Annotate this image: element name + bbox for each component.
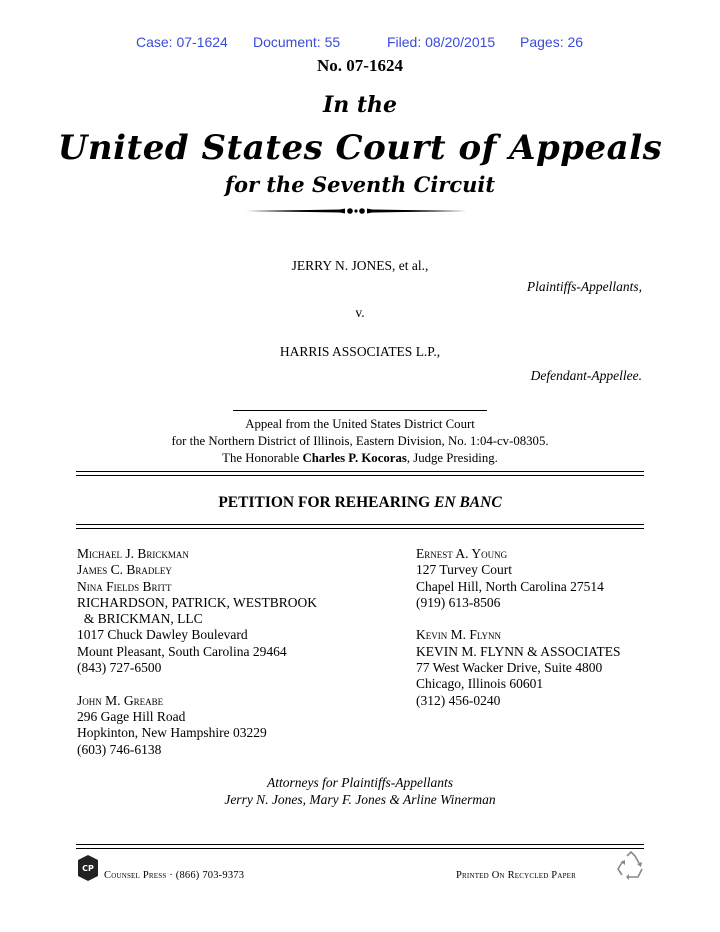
firm-name: KEVIN M. FLYNN & ASSOCIATES (416, 643, 621, 659)
firm-name: RICHARDSON, PATRICK, WESTBROOK (77, 594, 318, 610)
judge-name: Charles P. Kocoras (302, 451, 407, 465)
petition-title-text: PETITION FOR REHEARING (218, 494, 435, 511)
plaintiff-name: JERRY N. JONES, et al., (291, 258, 429, 273)
header-pages: Pages: 26 (520, 34, 584, 50)
address-line: 296 Gage Hill Road (77, 708, 186, 724)
attorney-name: James C. Bradley (77, 562, 172, 578)
petition-title (0, 494, 720, 512)
appeal-line-2: for the Northern District of Illinois, Eastern Division, No. 1:04-cv-08305. (171, 434, 549, 448)
double-rule-top-1 (76, 471, 644, 472)
court-circuit: for the Seventh Circuit (224, 172, 496, 197)
court-name: United States Court of Appeals (57, 128, 663, 168)
filing-header (0, 34, 720, 52)
address-line: Hopkinton, New Hampshire 03229 (77, 725, 267, 741)
header-document: Document: 55 (253, 34, 341, 50)
address-line: Chapel Hill, North Carolina 27514 (416, 578, 604, 594)
versus: v. (355, 305, 365, 320)
spacer (416, 611, 621, 627)
logo-text: CP (82, 864, 94, 873)
address-line: 1017 Chuck Dawley Boulevard (77, 627, 248, 643)
appeal-line-3 (0, 451, 720, 466)
address-line: Chicago, Illinois 60601 (416, 676, 544, 692)
attorney-name: Ernest A. Young (416, 546, 508, 561)
attorneys-for-line-2: Jerry N. Jones, Mary F. Jones & Arline Winerman (224, 792, 496, 807)
address-line: Mount Pleasant, South Carolina 29464 (77, 643, 287, 659)
case-number: No. 07-1624 (317, 56, 403, 75)
phone-number: (312) 456-0240 (416, 692, 501, 708)
address-line: 127 Turvey Court (416, 562, 513, 578)
appeal-line-3-suffix: , Judge Presiding. (406, 451, 498, 465)
double-rule-top-2 (76, 475, 644, 476)
appeal-rule (233, 410, 487, 411)
recycle-icon (616, 851, 646, 881)
defendant-role: Defendant-Appellee. (530, 368, 642, 383)
attorney-name: Kevin M. Flynn (416, 627, 501, 643)
double-rule-bottom-2 (76, 848, 644, 849)
phone-number: (919) 613-8506 (416, 594, 501, 610)
appeal-line-1: Appeal from the United States District Court (245, 417, 475, 431)
attorneys-for-line-1: Attorneys for Plaintiffs-Appellants (267, 775, 453, 790)
attorney-name: John M. Greabe (77, 692, 164, 708)
counsel-press-logo-icon (78, 855, 98, 881)
double-rule-mid-1 (76, 524, 644, 525)
phone-number: (843) 727-6500 (77, 660, 162, 676)
plaintiff-role: Plaintiffs-Appellants, (526, 279, 642, 294)
attorney-name: Nina Fields Britt (77, 578, 172, 594)
counsel-left (77, 546, 317, 758)
ornament-divider-icon (245, 205, 467, 217)
address-line: 77 West Wacker Drive, Suite 4800 (416, 660, 603, 676)
firm-name-cont: & BRICKMAN, LLC (77, 611, 203, 627)
counsel-right (416, 546, 621, 709)
phone-number: (603) 746-6138 (77, 741, 162, 757)
double-rule-bottom-1 (76, 844, 644, 845)
appeal-line-3-prefix: The Honorable (222, 451, 303, 465)
court-line-in-the: In the (322, 92, 398, 118)
counsel-press-text: Counsel Press · (866) 703-9373 (104, 870, 245, 881)
attorney-name: Michael J. Brickman (77, 546, 189, 561)
petition-title-italic: EN BANC (434, 494, 502, 511)
spacer (77, 676, 317, 692)
double-rule-mid-2 (76, 528, 644, 529)
header-filed: Filed: 08/20/2015 (387, 34, 496, 50)
header-case: Case: 07-1624 (136, 34, 228, 50)
defendant-name: HARRIS ASSOCIATES L.P., (279, 344, 441, 359)
recycled-paper-text: Printed On Recycled Paper (456, 870, 577, 881)
